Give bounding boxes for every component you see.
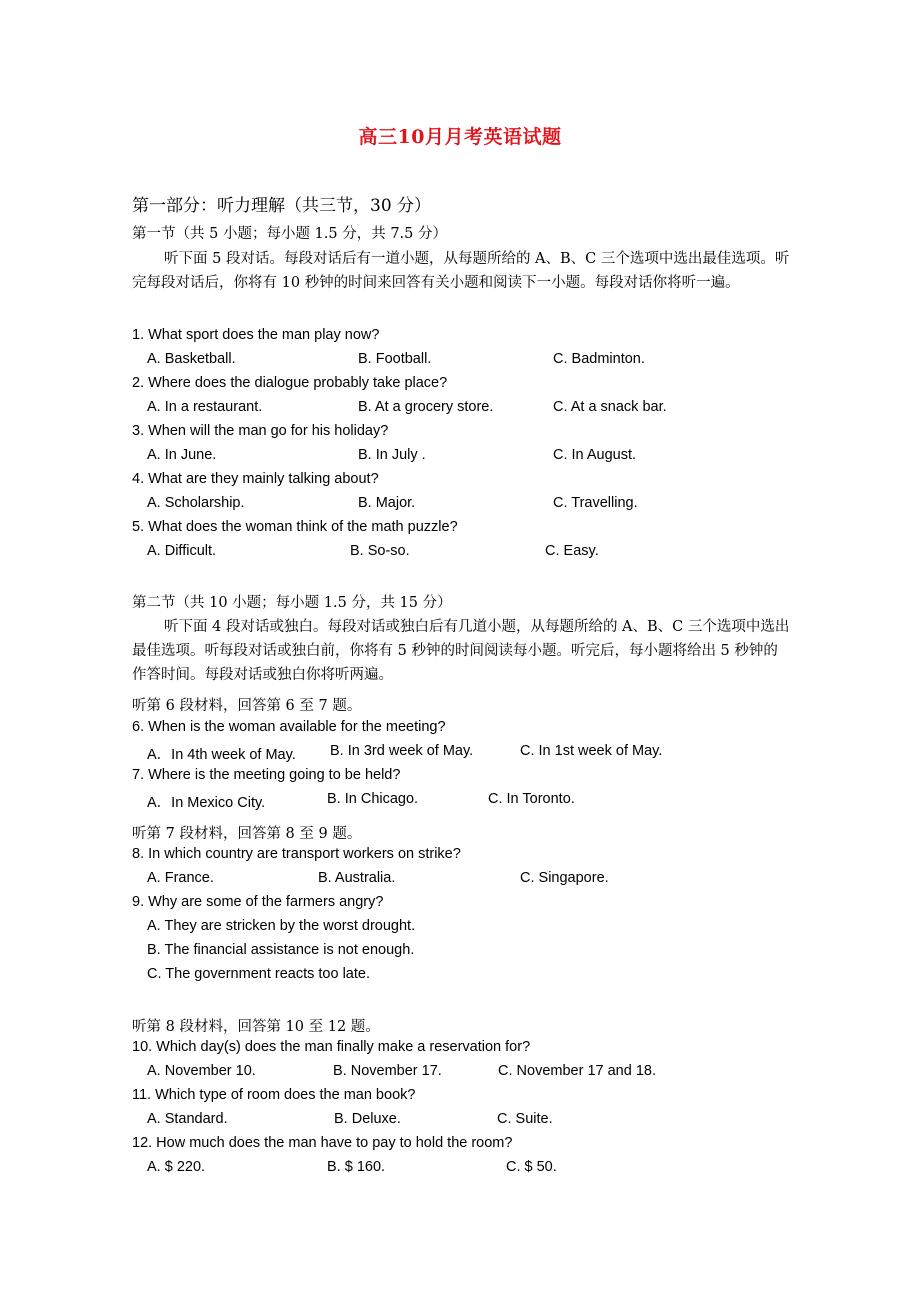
q2-option-a: A. In a restaurant. <box>147 399 263 415</box>
question-7: 7. Where is the meeting going to be held? <box>132 767 401 783</box>
question-1: 1. What sport does the man play now? <box>132 327 380 343</box>
q12-option-c: C. $ 50. <box>506 1159 557 1175</box>
q7-option-b: B. In Chicago. <box>327 791 419 807</box>
q9-option-b: B. The financial assistance is not enough. <box>147 942 415 958</box>
q11-option-a: A. Standard. <box>147 1111 228 1127</box>
section2-instructions: 听下面 4 段对话或独白。每段对话或独白后有几道小题，从每题所给的 A、B、C 三个选项中选出最佳选项。听每段对话或独白前，你将有 5 秒钟的时间阅读每小题。听完后，每小题将给出 5 秒钟的作答时间。每段对话或独白你将听两遍。 <box>132 619 790 683</box>
q1-option-b: B. Football. <box>358 351 432 367</box>
question-8: 8. In which country are transport workers on strike? <box>132 846 461 862</box>
q5-option-b: B. So-so. <box>350 543 410 559</box>
question-10: 10. Which day(s) does the man finally make a reservation for? <box>132 1039 531 1055</box>
question-11: 11. Which type of room does the man book? <box>132 1087 416 1103</box>
q11-option-c: C. Suite. <box>497 1111 553 1127</box>
q1-option-c: C. Badminton. <box>553 351 645 367</box>
q12-option-a: A. $ 220. <box>147 1159 206 1175</box>
question-2: 2. Where does the dialogue probably take place? <box>132 375 448 391</box>
q4-option-a: A. Scholarship. <box>147 495 245 511</box>
material-7-note: 听第 7 段材料，回答第 8 至 9 题。 <box>132 826 362 842</box>
part1-heading: 第一部分：听力理解（共三节，30 分） <box>132 196 432 216</box>
q10-option-b: B. November 17. <box>333 1063 442 1079</box>
question-6: 6. When is the woman available for the meeting? <box>132 719 446 735</box>
q3-option-a: A. In June. <box>147 447 217 463</box>
q7-option-a: A．In Mexico City. <box>147 795 266 811</box>
q5-option-a: A. Difficult. <box>147 543 217 559</box>
q6-option-c: C. In 1st week of May. <box>520 743 663 759</box>
q6-option-b: B. In 3rd week of May. <box>330 743 474 759</box>
q7-option-c: C. In Toronto. <box>488 791 575 807</box>
q10-option-a: A. November 10. <box>147 1063 256 1079</box>
question-12: 12. How much does the man have to pay to hold the room? <box>132 1135 513 1151</box>
q12-option-b: B. $ 160. <box>327 1159 386 1175</box>
section1-heading: 第一节（共 5 小题；每小题 1.5 分，共 7.5 分） <box>132 226 447 242</box>
q4-option-b: B. Major. <box>358 495 416 511</box>
section2-heading: 第二节（共 10 小题；每小题 1.5 分，共 15 分） <box>132 595 452 611</box>
q3-option-b: B. In July . <box>358 447 426 463</box>
q11-option-b: B. Deluxe. <box>334 1111 401 1127</box>
q10-option-c: C. November 17 and 18. <box>498 1063 656 1079</box>
question-5: 5. What does the woman think of the math puzzle? <box>132 519 458 535</box>
q3-option-c: C. In August. <box>553 447 637 463</box>
q4-option-c: C. Travelling. <box>553 495 638 511</box>
q9-option-a: A. They are stricken by the worst drought. <box>147 918 416 934</box>
q1-option-a: A. Basketball. <box>147 351 236 367</box>
q8-option-b: B. Australia. <box>318 870 396 886</box>
material-8-note: 听第 8 段材料，回答第 10 至 12 题。 <box>132 1019 380 1035</box>
q8-option-a: A. France. <box>147 870 214 886</box>
question-3: 3. When will the man go for his holiday? <box>132 423 389 439</box>
question-9: 9. Why are some of the farmers angry? <box>132 894 384 910</box>
page-title: 高三10月月考英语试题 <box>358 126 562 148</box>
q2-option-c: C. At a snack bar. <box>553 399 667 415</box>
section1-instructions: 听下面 5 段对话。每段对话后有一道小题，从每题所给的 A、B、C 三个选项中选出最佳选项。听完每段对话后，你将有 10 秒钟的时间来回答有关小题和阅读下一小题。每段对话你将听一遍。 <box>132 251 790 291</box>
q8-option-c: C. Singapore. <box>520 870 609 886</box>
material-6-note: 听第 6 段材料，回答第 6 至 7 题。 <box>132 698 362 714</box>
question-4: 4. What are they mainly talking about? <box>132 471 379 487</box>
q9-option-c: C. The government reacts too late. <box>147 966 370 982</box>
q6-option-a: A．In 4th week of May. <box>147 747 296 763</box>
q5-option-c: C. Easy. <box>545 543 599 559</box>
q2-option-b: B. At a grocery store. <box>358 399 494 415</box>
